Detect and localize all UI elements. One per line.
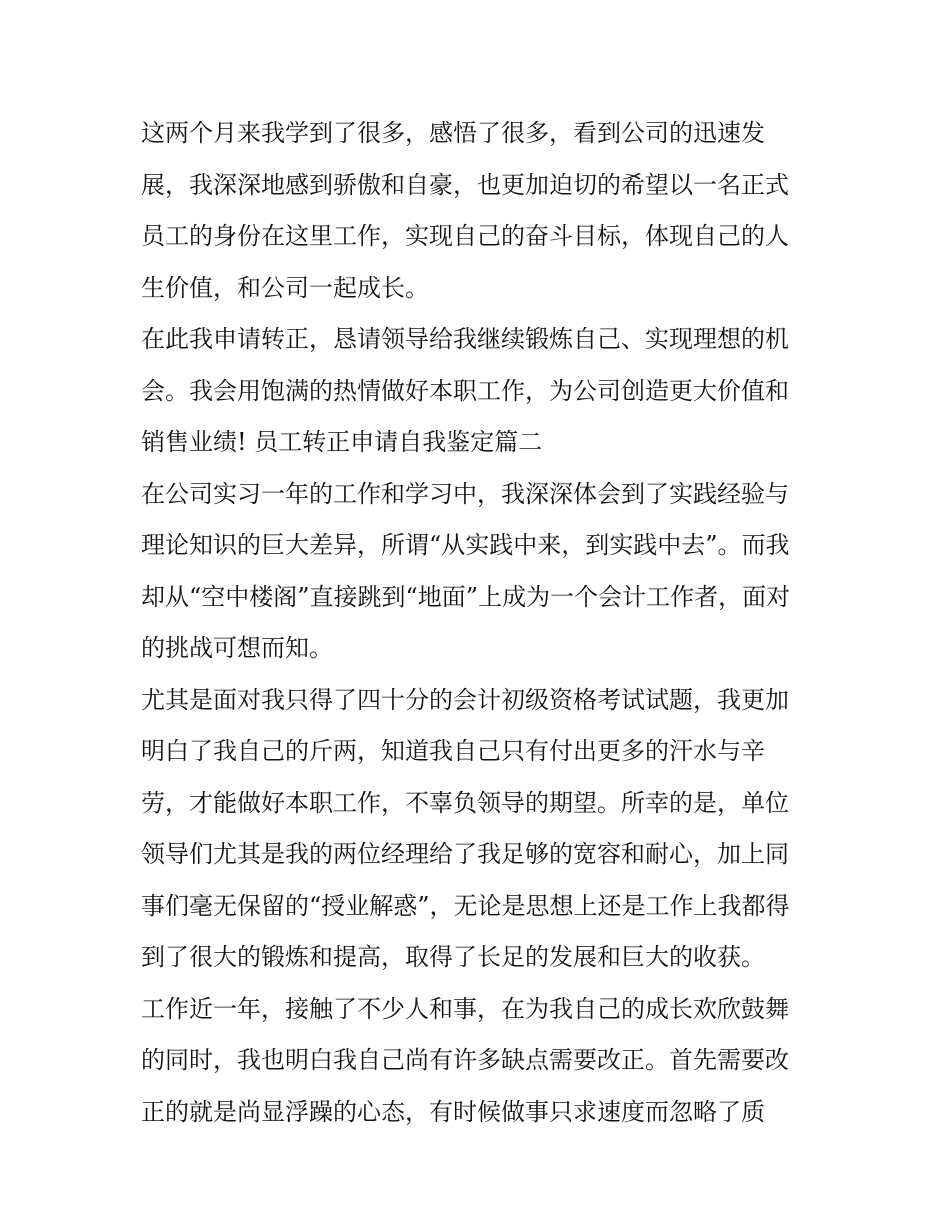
text-line: 尤其是面对我只得了四十分的会计初级资格考试试题，我更加 xyxy=(141,685,789,714)
text-line: 明白了我自己的斤两，知道我自己只有付出更多的汗水与辛 xyxy=(141,737,765,765)
text-line: 领导们尤其是我的两位经理给了我足够的宽容和耐心，加上同 xyxy=(141,840,789,868)
text-line: 生价值，和公司一起成长。 xyxy=(141,273,429,302)
text-line: 却从“空中楼阁”直接跳到“地面”上成为一个会计工作者，面对 xyxy=(141,582,791,611)
text-line: 员工的身份在这里工作，实现自己的奋斗目标，体现自己的人 xyxy=(141,222,789,250)
text-line: 工作近一年，接触了不少人和事，在为我自己的成长欢欣鼓舞 xyxy=(141,994,789,1023)
text-line: 在此我申请转正，恳请领导给我继续锻炼自己、实现理想的机 xyxy=(141,325,789,353)
text-line: 的挑战可想而知。 xyxy=(141,634,333,662)
text-line: 销售业绩! 员工转正申请自我鉴定篇二 xyxy=(141,428,543,456)
text-line: 正的就是尚显浮躁的心态，有时候做事只求速度而忽略了质 xyxy=(141,1097,765,1126)
text-line: 事们毫无保留的“授业解惑”，无论是思想上还是工作上我都得 xyxy=(141,891,790,920)
text-line: 理论知识的巨大差异，所谓“从实践中来，到实践中去”。而我 xyxy=(141,531,790,559)
text-line: 会。我会用饱满的热情做好本职工作，为公司创造更大价值和 xyxy=(141,376,789,405)
text-line: 的同时，我也明白我自己尚有许多缺点需要改正。首先需要改 xyxy=(141,1046,789,1074)
text-line: 在公司实习一年的工作和学习中，我深深体会到了实践经验与 xyxy=(141,479,789,508)
document-body xyxy=(141,108,821,1138)
text-line: 这两个月来我学到了很多，感悟了很多，看到公司的迅速发 xyxy=(141,119,765,147)
text-line: 劳，才能做好本职工作，不辜负领导的期望。所幸的是，单位 xyxy=(141,788,789,817)
text-line: 展，我深深地感到骄傲和自豪，也更加迫切的希望以一名正式 xyxy=(141,170,789,199)
text-line: 到了很大的锻炼和提高，取得了长足的发展和巨大的收获。 xyxy=(141,943,765,971)
